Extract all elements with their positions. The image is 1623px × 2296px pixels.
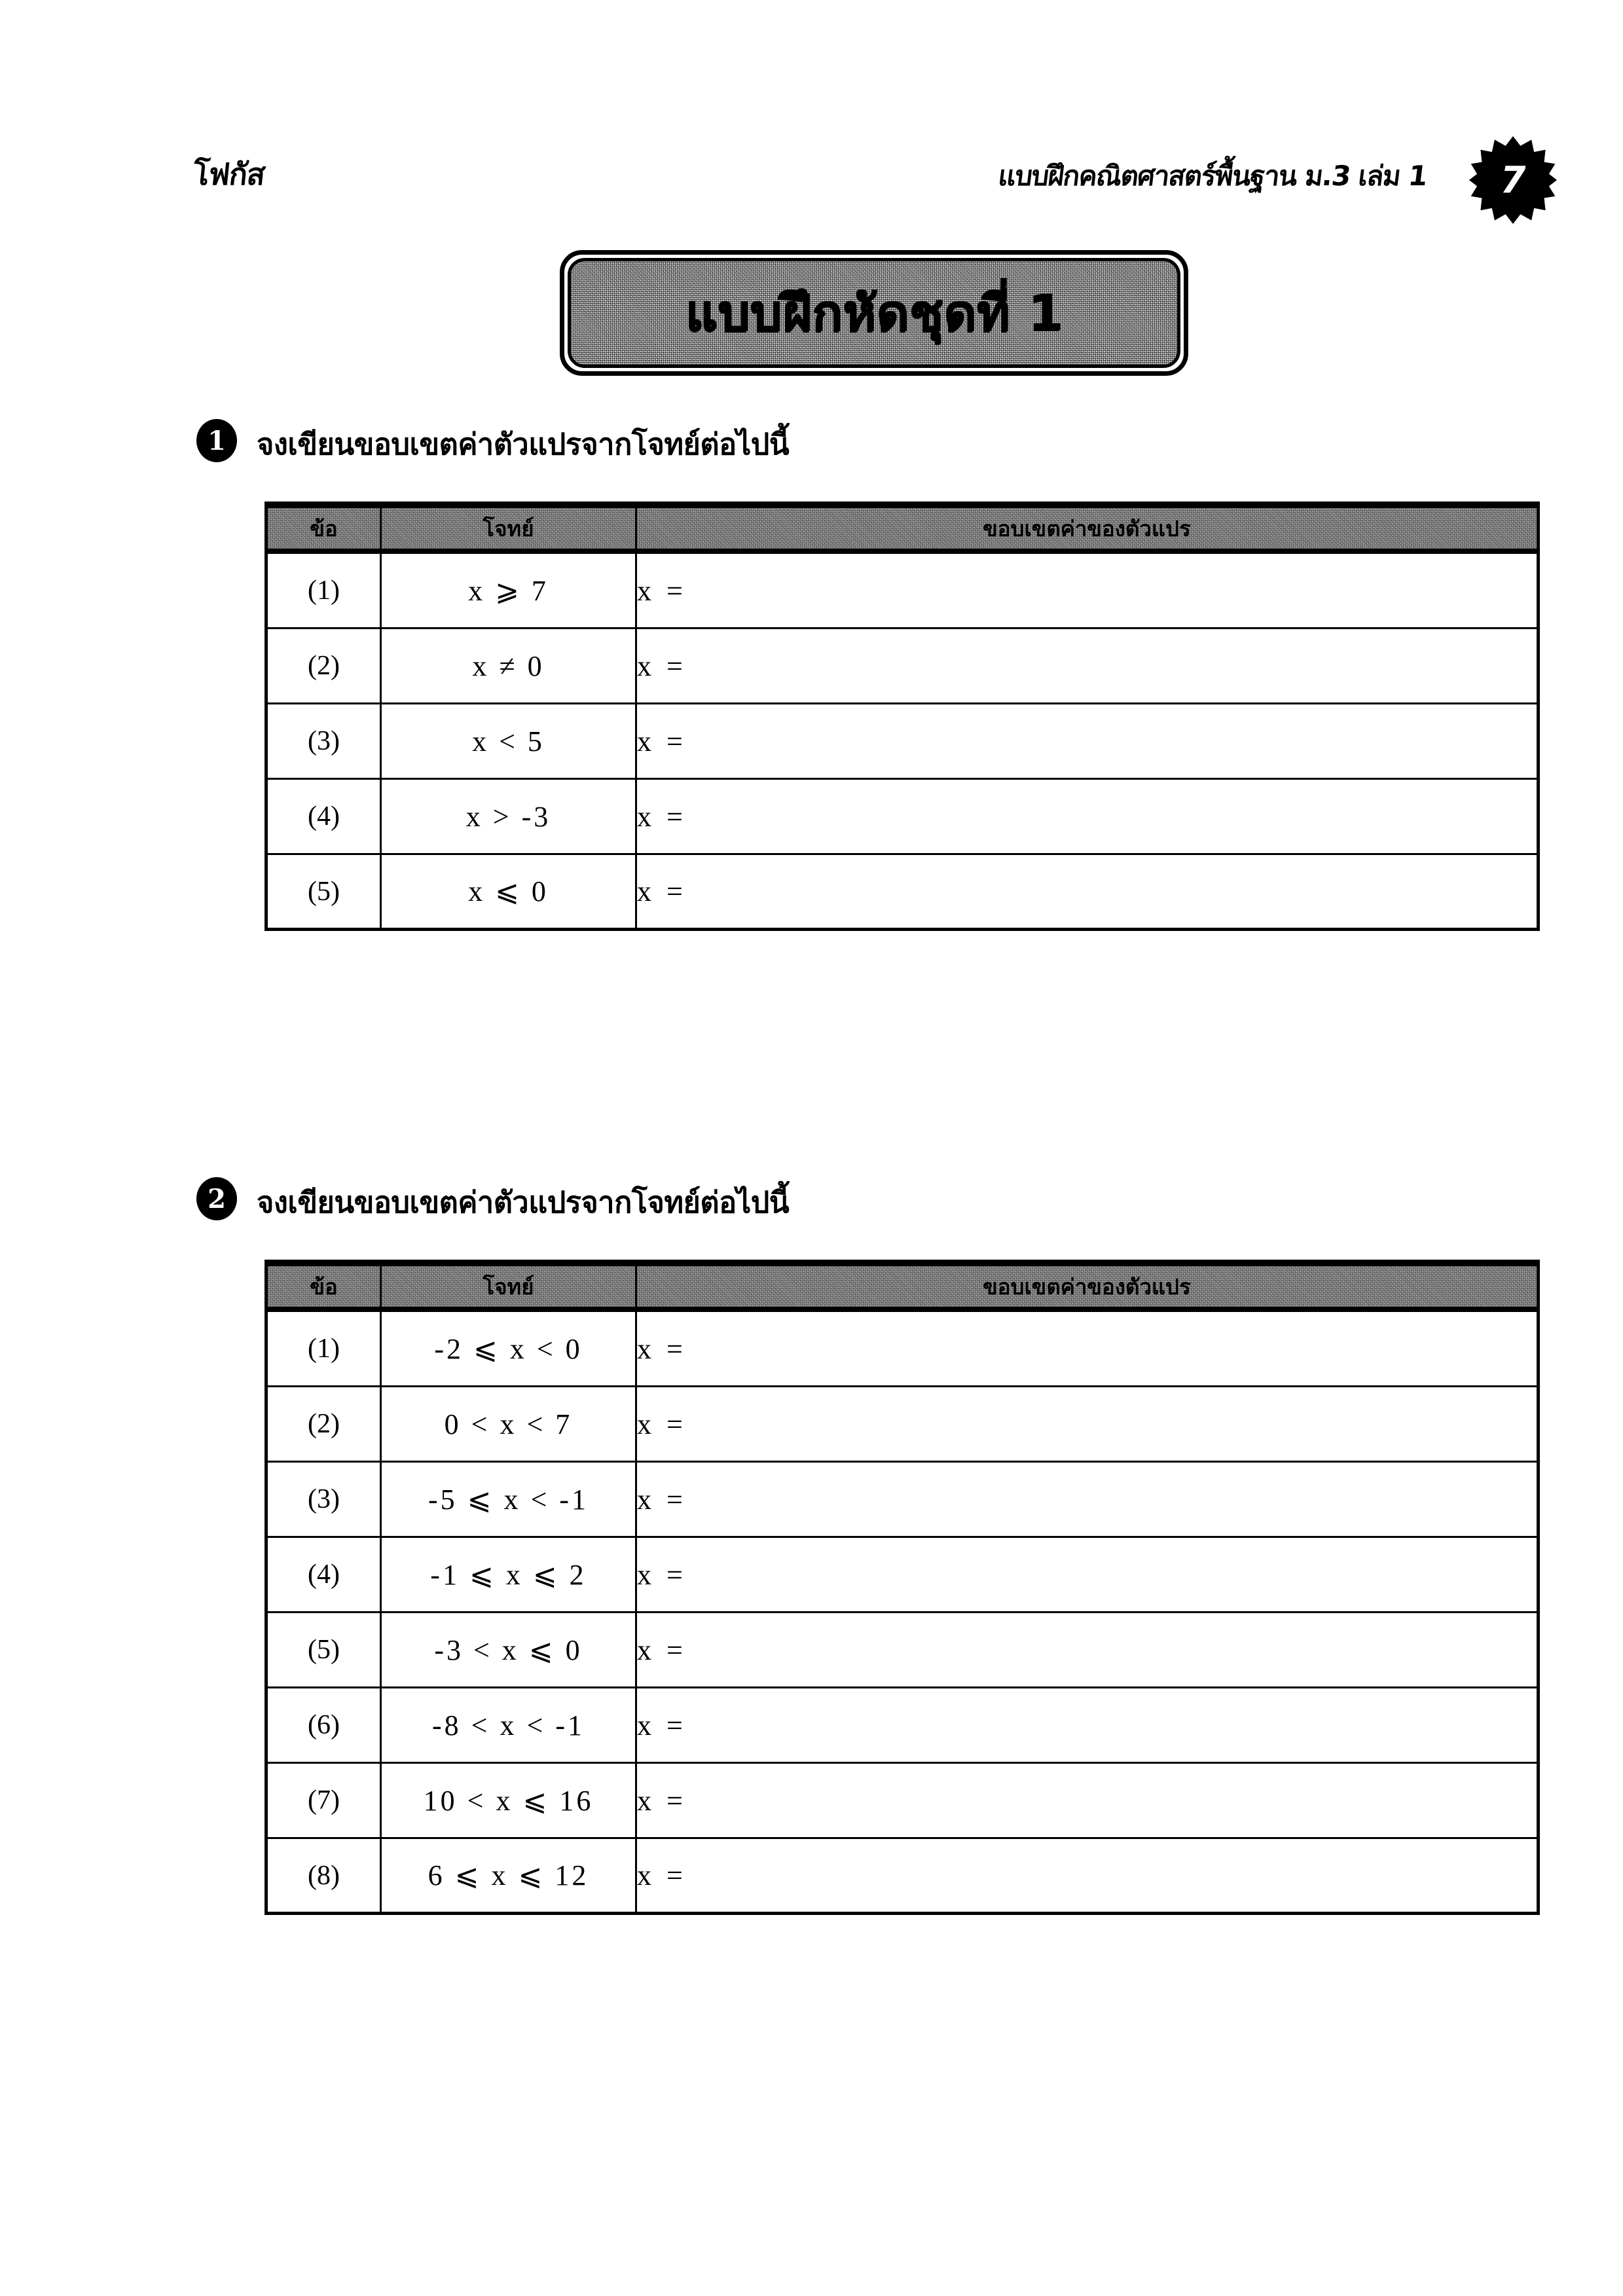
row-item-number: (1) — [266, 1311, 381, 1387]
table-row — [266, 1838, 1539, 1914]
brand-logo: โฟกัส — [191, 156, 267, 192]
table-row — [266, 1763, 1539, 1838]
table-row — [266, 1387, 1539, 1462]
row-item-number: (8) — [266, 1838, 381, 1914]
table-row — [266, 704, 1539, 779]
page-header — [0, 151, 1623, 229]
table-row — [266, 629, 1539, 704]
row-problem: 10 < x ⩽ 16 — [381, 1763, 636, 1838]
row-item-number: (4) — [266, 779, 381, 854]
row-problem: x > -3 — [381, 779, 636, 854]
table-row — [266, 553, 1539, 629]
question-1-instruction: จงเขียนขอบเขตค่าตัวแปรจากโจทย์ต่อไปนี้ — [257, 427, 790, 462]
row-item-number: (5) — [266, 1613, 381, 1688]
worksheet-table-2 — [264, 1260, 1540, 1915]
banner-inner-panel — [568, 258, 1180, 368]
column-header-answer: ขอบเขตค่าของตัวแปร — [636, 1262, 1539, 1311]
table-row — [266, 1537, 1539, 1613]
question-block-2 — [0, 1177, 1623, 1228]
row-item-number: (7) — [266, 1763, 381, 1838]
row-answer-field[interactable]: x = — [636, 1688, 1539, 1763]
row-answer-field[interactable]: x = — [636, 1613, 1539, 1688]
row-answer-field[interactable]: x = — [636, 629, 1539, 704]
question-1-number: 1 — [196, 419, 237, 462]
row-problem: -1 ⩽ x ⩽ 2 — [381, 1537, 636, 1613]
row-answer-field[interactable]: x = — [636, 553, 1539, 629]
row-problem: -2 ⩽ x < 0 — [381, 1311, 636, 1387]
question-2-number: 2 — [196, 1177, 237, 1220]
row-problem: -3 < x ⩽ 0 — [381, 1613, 636, 1688]
row-item-number: (2) — [266, 1387, 381, 1462]
row-problem: 6 ⩽ x ⩽ 12 — [381, 1838, 636, 1914]
column-header-item: ข้อ — [266, 503, 381, 553]
row-answer-field[interactable]: x = — [636, 1763, 1539, 1838]
banner-title: แบบฝึกหัดชุดที่ 1 — [685, 283, 1063, 342]
table-row — [266, 779, 1539, 854]
row-answer-field[interactable]: x = — [636, 1462, 1539, 1537]
row-answer-field[interactable]: x = — [636, 1838, 1539, 1914]
row-answer-field[interactable]: x = — [636, 1537, 1539, 1613]
table-header-row — [266, 503, 1539, 553]
question-2-heading — [196, 1177, 1623, 1228]
row-problem: x < 5 — [381, 704, 636, 779]
row-problem: x ≠ 0 — [381, 629, 636, 704]
row-item-number: (3) — [266, 704, 381, 779]
row-item-number: (5) — [266, 854, 381, 930]
question-1-heading — [196, 419, 1623, 470]
row-answer-field[interactable]: x = — [636, 779, 1539, 854]
table-row — [266, 1311, 1539, 1387]
table-row — [266, 854, 1539, 930]
row-item-number: (4) — [266, 1537, 381, 1613]
row-problem: x ⩽ 0 — [381, 854, 636, 930]
row-item-number: (6) — [266, 1688, 381, 1763]
row-problem: -8 < x < -1 — [381, 1688, 636, 1763]
row-item-number: (1) — [266, 553, 381, 629]
worksheet-table-1 — [264, 501, 1540, 931]
row-item-number: (3) — [266, 1462, 381, 1537]
question-2-instruction: จงเขียนขอบเขตค่าตัวแปรจากโจทย์ต่อไปนี้ — [257, 1185, 790, 1220]
table-header-row — [266, 1262, 1539, 1311]
row-problem: 0 < x < 7 — [381, 1387, 636, 1462]
exercise-set-banner — [560, 250, 1188, 376]
row-answer-field[interactable]: x = — [636, 854, 1539, 930]
row-item-number: (2) — [266, 629, 381, 704]
row-answer-field[interactable]: x = — [636, 704, 1539, 779]
book-title: แบบฝึกคณิตศาสตร์พื้นฐาน ม.3 เล่ม 1 — [996, 160, 1429, 192]
column-header-problem: โจทย์ — [381, 503, 636, 553]
row-problem: x ⩾ 7 — [381, 553, 636, 629]
table-row — [266, 1613, 1539, 1688]
table-row — [266, 1462, 1539, 1537]
column-header-problem: โจทย์ — [381, 1262, 636, 1311]
row-answer-field[interactable]: x = — [636, 1387, 1539, 1462]
row-problem: -5 ⩽ x < -1 — [381, 1462, 636, 1537]
page-number-badge — [1469, 136, 1557, 224]
page-number: 7 — [1500, 158, 1526, 202]
row-answer-field[interactable]: x = — [636, 1311, 1539, 1387]
question-block-1 — [0, 419, 1623, 470]
column-header-answer: ขอบเขตค่าของตัวแปร — [636, 503, 1539, 553]
column-header-item: ข้อ — [266, 1262, 381, 1311]
table-row — [266, 1688, 1539, 1763]
